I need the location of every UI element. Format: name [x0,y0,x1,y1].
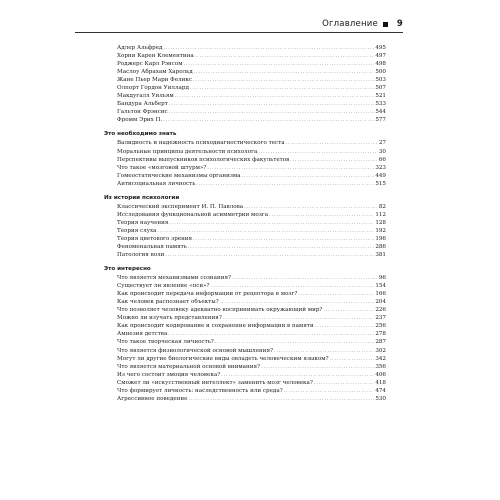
dot-leader [175,92,375,100]
toc-entry-title: Как происходит передача информации от рецептора в мозг? [117,291,298,298]
toc-entry-page: 27 [378,140,386,147]
dot-leader [195,52,375,60]
toc-entry-title: Можно ли изучать представления? [117,315,222,322]
toc-entry-page: 418 [375,379,386,386]
toc-entry-title: Как происходит кодирование и сохранение информации в памяти [117,323,314,330]
toc-entry[interactable] [117,395,386,403]
toc-entry-title: Как человек распознает объекты? [117,299,219,306]
toc-entry-page: 192 [375,227,386,234]
toc-entry-title: Адлер Альфред [117,45,163,51]
toc-entry[interactable] [117,355,386,363]
toc-entry-title: Перспективы выпускников психологических факультетов [117,156,290,163]
toc-entry-page: 381 [375,252,386,259]
toc-entry[interactable] [117,298,386,306]
toc-entry-page: 356 [375,363,386,370]
toc-entry[interactable] [117,44,386,52]
running-header [75,10,403,33]
toc-entry[interactable] [117,282,386,290]
toc-entry-title: Роджерс Карл Рэнсом [117,61,183,68]
toc-entry-title: Что позволяет человеку адекватно воспринимать окружающий мир? [117,307,323,314]
dot-leader [261,363,374,371]
dot-leader [315,322,375,330]
toc-entry[interactable] [117,371,386,379]
toc-entry-page: 498 [375,61,386,68]
section-title: Это необходимо знать [104,131,177,138]
toc-entry-page: 30 [378,148,386,155]
header-right [322,19,403,29]
toc-entry-title: Патология воли [117,252,165,259]
toc-entry[interactable] [117,52,386,60]
toc-entry-title: Теория научения [117,219,169,226]
toc-entry-page: 82 [378,203,386,210]
toc-entry-title: Макдугалл Уильям [117,93,174,100]
toc-entry[interactable] [117,148,386,156]
toc-entry-page: 196 [375,235,386,242]
dot-leader [215,338,375,346]
toc-entry-page: 406 [375,371,386,378]
dot-leader [323,306,374,314]
toc-entry[interactable] [117,203,386,211]
toc-entry-page: 166 [375,291,386,298]
toc-entry-title: Амнезия детства [117,331,168,338]
toc-entry-page: 287 [375,339,386,346]
toc-entry[interactable] [117,306,386,314]
dot-leader [158,227,375,235]
toc-entry[interactable] [117,219,386,227]
toc-section [101,188,386,259]
dot-leader [163,44,374,52]
toc-entry[interactable] [117,76,386,84]
toc-entry-page: 112 [375,211,386,218]
toc-entry-title: Валидность и надежность психодиагностического теста [117,140,285,147]
page-number: 9 [396,19,403,29]
toc-section [101,259,386,403]
toc-entry-page: 503 [375,77,386,84]
toc-entry-page: 66 [378,156,386,163]
toc-entry-page: 237 [375,315,386,322]
toc-entry[interactable] [117,274,386,282]
toc-entry-title: Что такое творческая личность? [117,339,214,346]
toc-entry-page: 342 [375,355,386,362]
toc-entry[interactable] [117,387,386,395]
toc-entry[interactable] [117,363,386,371]
toc-entry[interactable] [117,180,386,188]
dot-leader [193,76,374,84]
toc-entry[interactable] [117,290,386,298]
toc-entry-page: 497 [375,53,386,60]
toc-entry-page: 154 [375,283,386,290]
toc-entry-title: Бандура Альберт [117,101,168,108]
dot-leader [258,148,378,156]
dot-leader [163,116,374,124]
square-bullet-icon [383,22,388,27]
toc-entry-page: 323 [375,164,386,171]
toc-entry-page: 302 [375,347,386,354]
dot-leader [269,211,374,219]
toc-entry-title: Классический эксперимент И. П. Павлова [117,203,244,210]
toc-entry-title: Моральные принципы деятельности психолога [117,148,258,155]
toc-entry-title: Сможет ли «искусственный интеллект» заменить мозг человека? [117,379,313,386]
dot-leader [207,164,374,172]
toc-list [117,203,386,259]
dot-leader [314,379,374,387]
toc-entry-title: Что является материальной основой внимания? [117,363,261,370]
toc-entry[interactable] [117,338,386,346]
toc-entry-page: 515 [375,180,386,187]
dot-leader [330,355,375,363]
toc-entry[interactable] [117,116,386,124]
dot-leader [242,172,375,180]
toc-list [117,274,386,403]
dot-leader [165,251,374,259]
toc-entry[interactable] [117,322,386,330]
toc-entry-page: 533 [375,101,386,108]
toc-entry-page: 449 [375,172,386,179]
toc-entry-page: 286 [375,243,386,250]
toc-entry-title: Исследования функциональной асимметрии мозга [117,211,269,218]
toc-entry-title: Жане Пьер Мари Феликс [117,77,193,84]
toc-entry[interactable] [117,92,386,100]
toc-entry[interactable] [117,243,386,251]
toc-entry[interactable] [117,84,386,92]
dot-leader [169,108,375,116]
toc-entry-title: Что является физиологической основой мышления? [117,347,273,354]
toc-entry-page: 530 [375,395,386,402]
toc-entry-title: Гальтон Фрэнсис [117,109,168,116]
section-title: Это интересно [104,266,151,273]
toc-entry-page: 521 [375,93,386,100]
dot-leader [298,290,374,298]
toc-entry-page: 226 [375,307,386,314]
toc-entry[interactable] [117,227,386,235]
dot-leader [284,387,375,395]
toc-entry-title: Агрессивное поведение [117,395,188,402]
toc-entry-title: Что такое «мозговой штурм»? [117,164,207,171]
toc-entry[interactable] [117,235,386,243]
toc-entry[interactable] [117,251,386,259]
dot-leader [223,314,374,322]
toc-entry-title: Фромм Эрих П. [117,117,163,124]
toc-entry-title: Антисоциальная личность [117,180,196,187]
dot-leader [244,203,378,211]
toc-entry-title: Теория цветового зрения [117,235,193,242]
dot-leader [188,395,374,403]
toc-section [101,124,386,187]
toc-entry[interactable] [117,211,386,219]
toc-entry-page: 128 [375,219,386,226]
dot-leader [168,330,374,338]
toc-entry[interactable] [117,156,386,164]
dot-leader [188,243,374,251]
table-of-contents [101,44,386,403]
toc-entry-title: Теория слуха [117,227,157,234]
toc-entry[interactable] [117,60,386,68]
toc-entry-page: 278 [375,331,386,338]
toc-entry-title: Гомеостатические механизмы организма [117,172,241,179]
dot-leader [286,139,378,147]
toc-entry[interactable] [117,330,386,338]
toc-list [117,44,386,124]
toc-list [117,139,386,187]
toc-entry-page: 544 [375,109,386,116]
toc-entry-page: 577 [375,117,386,124]
toc-entry-title: Из чего состоит эмоция человека? [117,371,221,378]
dot-leader [169,100,375,108]
toc-entry[interactable] [117,139,386,147]
dot-leader [221,371,374,379]
toc-entry-title: Феноменальная память [117,243,187,250]
toc-entry-page: 507 [375,85,386,92]
dot-leader [184,60,375,68]
header-section-title: Оглавление [322,19,378,29]
dot-leader [196,180,374,188]
toc-entry-title: Что формирует личность: наследственность или среда? [117,387,283,394]
toc-entry-page: 500 [375,69,386,76]
dot-leader [193,235,374,243]
dot-leader [274,347,374,355]
dot-leader [290,156,378,164]
dot-leader [220,298,375,306]
toc-entry-page: 256 [375,323,386,330]
toc-entry-title: Что является механизмами сознания? [117,275,231,282]
toc-entry[interactable] [117,347,386,355]
section-title: Из истории психологии [104,194,180,201]
toc-entry-page: 495 [375,45,386,51]
toc-section [101,44,386,124]
toc-entry-title: Олпорт Гордон Уиллард [117,85,189,92]
toc-entry[interactable] [117,164,386,172]
toc-entry[interactable] [117,108,386,116]
toc-entry-title: Существует ли явление «пси»? [117,283,210,290]
dot-leader [190,84,374,92]
toc-entry-page: 474 [375,387,386,394]
toc-entry-title: Маслоу Абрахам Харольд [117,69,193,76]
dot-leader [169,219,374,227]
toc-entry[interactable] [117,379,386,387]
toc-entry[interactable] [117,68,386,76]
toc-entry[interactable] [117,314,386,322]
toc-entry-title: Могут ли другие биологические виды овладеть человеческим языком? [117,355,329,362]
toc-entry-page: 96 [378,275,386,282]
dot-leader [194,68,375,76]
dot-leader [211,282,375,290]
toc-entry-title: Хорни Карен Клементина [117,53,194,60]
toc-entry[interactable] [117,172,386,180]
toc-entry[interactable] [117,100,386,108]
toc-entry-page: 204 [375,299,386,306]
dot-leader [232,274,378,282]
